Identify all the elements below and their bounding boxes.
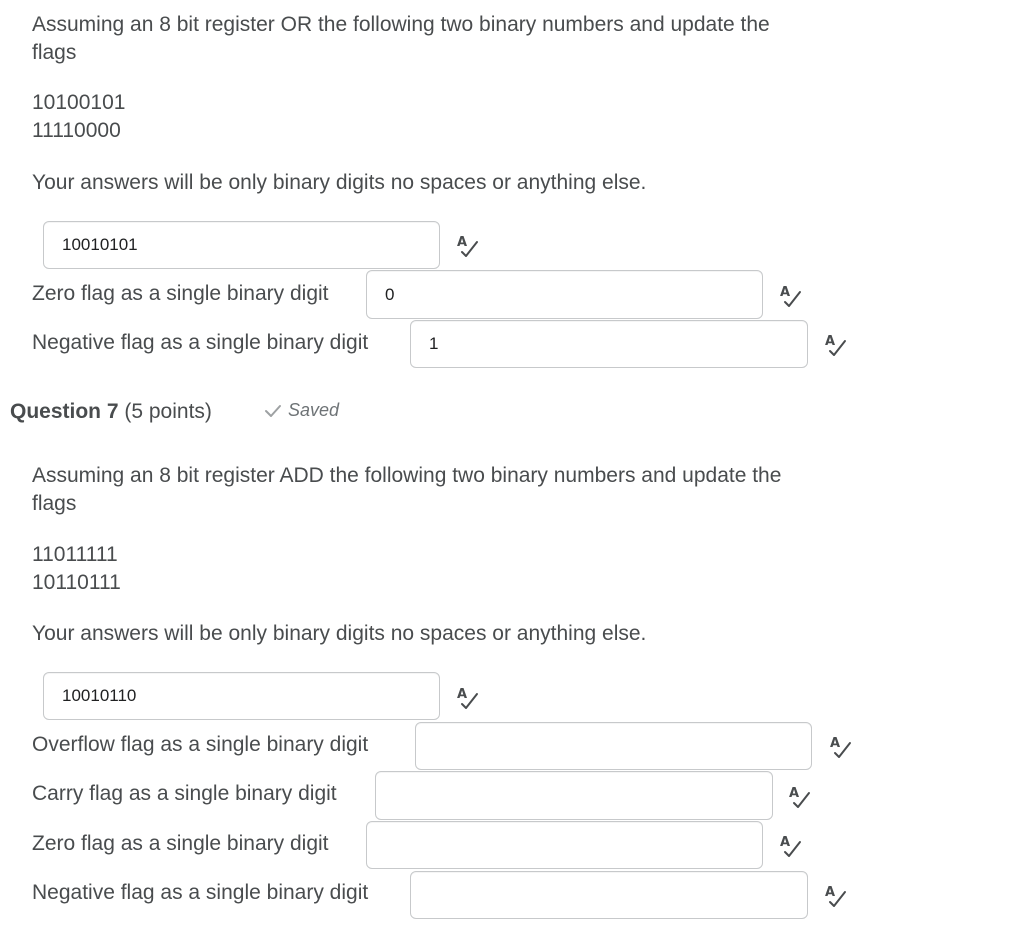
q7-overflow-flag-label: Overflow flag as a single binary digit xyxy=(32,733,369,756)
saved-status xyxy=(264,400,339,421)
question-7-title xyxy=(10,398,212,426)
q7-instructions: Your answers will be only binary digits no spaces or anything else. xyxy=(32,622,647,645)
q7-binary-number-1: 11011111 xyxy=(32,543,118,566)
spellcheck-icon[interactable] xyxy=(455,684,481,710)
svg-text:A: A xyxy=(457,235,468,250)
q6-prompt-line2: flags xyxy=(32,41,77,64)
spellcheck-icon[interactable] xyxy=(828,733,854,759)
q7-result-input[interactable] xyxy=(43,672,440,720)
q6-binary-number-1: 10100101 xyxy=(32,91,126,114)
q6-result-input[interactable] xyxy=(43,221,440,269)
q7-carry-flag-label: Carry flag as a single binary digit xyxy=(32,782,337,805)
spellcheck-icon[interactable] xyxy=(787,783,813,809)
q7-binary-number-2: 10110111 xyxy=(32,571,121,594)
q6-result-value: 10010101 xyxy=(62,235,138,254)
svg-text:A: A xyxy=(825,334,836,349)
q6-zero-flag-value: 0 xyxy=(385,284,395,304)
svg-text:A: A xyxy=(780,285,791,300)
question-7-label: Question 7 xyxy=(10,400,119,423)
q7-zero-flag-label: Zero flag as a single binary digit xyxy=(32,832,329,855)
svg-text:A: A xyxy=(457,687,468,702)
svg-text:A: A xyxy=(825,885,836,900)
q7-negative-flag-input[interactable] xyxy=(410,871,808,919)
q6-binary-number-2: 11110000 xyxy=(32,119,121,142)
spellcheck-icon[interactable] xyxy=(778,832,804,858)
question-7-points: (5 points) xyxy=(124,400,212,423)
svg-text:A: A xyxy=(789,786,800,801)
q7-carry-flag-input[interactable] xyxy=(375,771,773,820)
q7-prompt-line1: Assuming an 8 bit register ADD the following two binary numbers and update the xyxy=(32,464,782,487)
svg-text:A: A xyxy=(780,835,791,850)
q7-prompt-line2: flags xyxy=(32,492,77,515)
q6-negative-flag-input[interactable] xyxy=(410,320,808,368)
q7-result-value: 10010110 xyxy=(62,686,137,705)
spellcheck-icon[interactable] xyxy=(455,232,481,258)
q7-negative-flag-label: Negative flag as a single binary digit xyxy=(32,881,369,904)
spellcheck-icon[interactable] xyxy=(778,282,804,308)
q7-overflow-flag-input[interactable] xyxy=(415,722,812,770)
q6-zero-flag-label: Zero flag as a single binary digit xyxy=(32,282,329,305)
checkmark-icon xyxy=(264,403,282,419)
q7-zero-flag-input[interactable] xyxy=(366,821,763,869)
q6-negative-flag-label: Negative flag as a single binary digit xyxy=(32,331,369,354)
q6-instructions: Your answers will be only binary digits no spaces or anything else. xyxy=(32,171,647,194)
svg-text:A: A xyxy=(830,736,841,751)
spellcheck-icon[interactable] xyxy=(823,882,849,908)
q6-zero-flag-input[interactable] xyxy=(366,270,763,319)
saved-label: Saved xyxy=(288,400,340,420)
q6-negative-flag-value: 1 xyxy=(429,334,439,353)
q6-prompt-line1: Assuming an 8 bit register OR the following two binary numbers and update the xyxy=(32,13,770,36)
spellcheck-icon[interactable] xyxy=(823,331,849,357)
